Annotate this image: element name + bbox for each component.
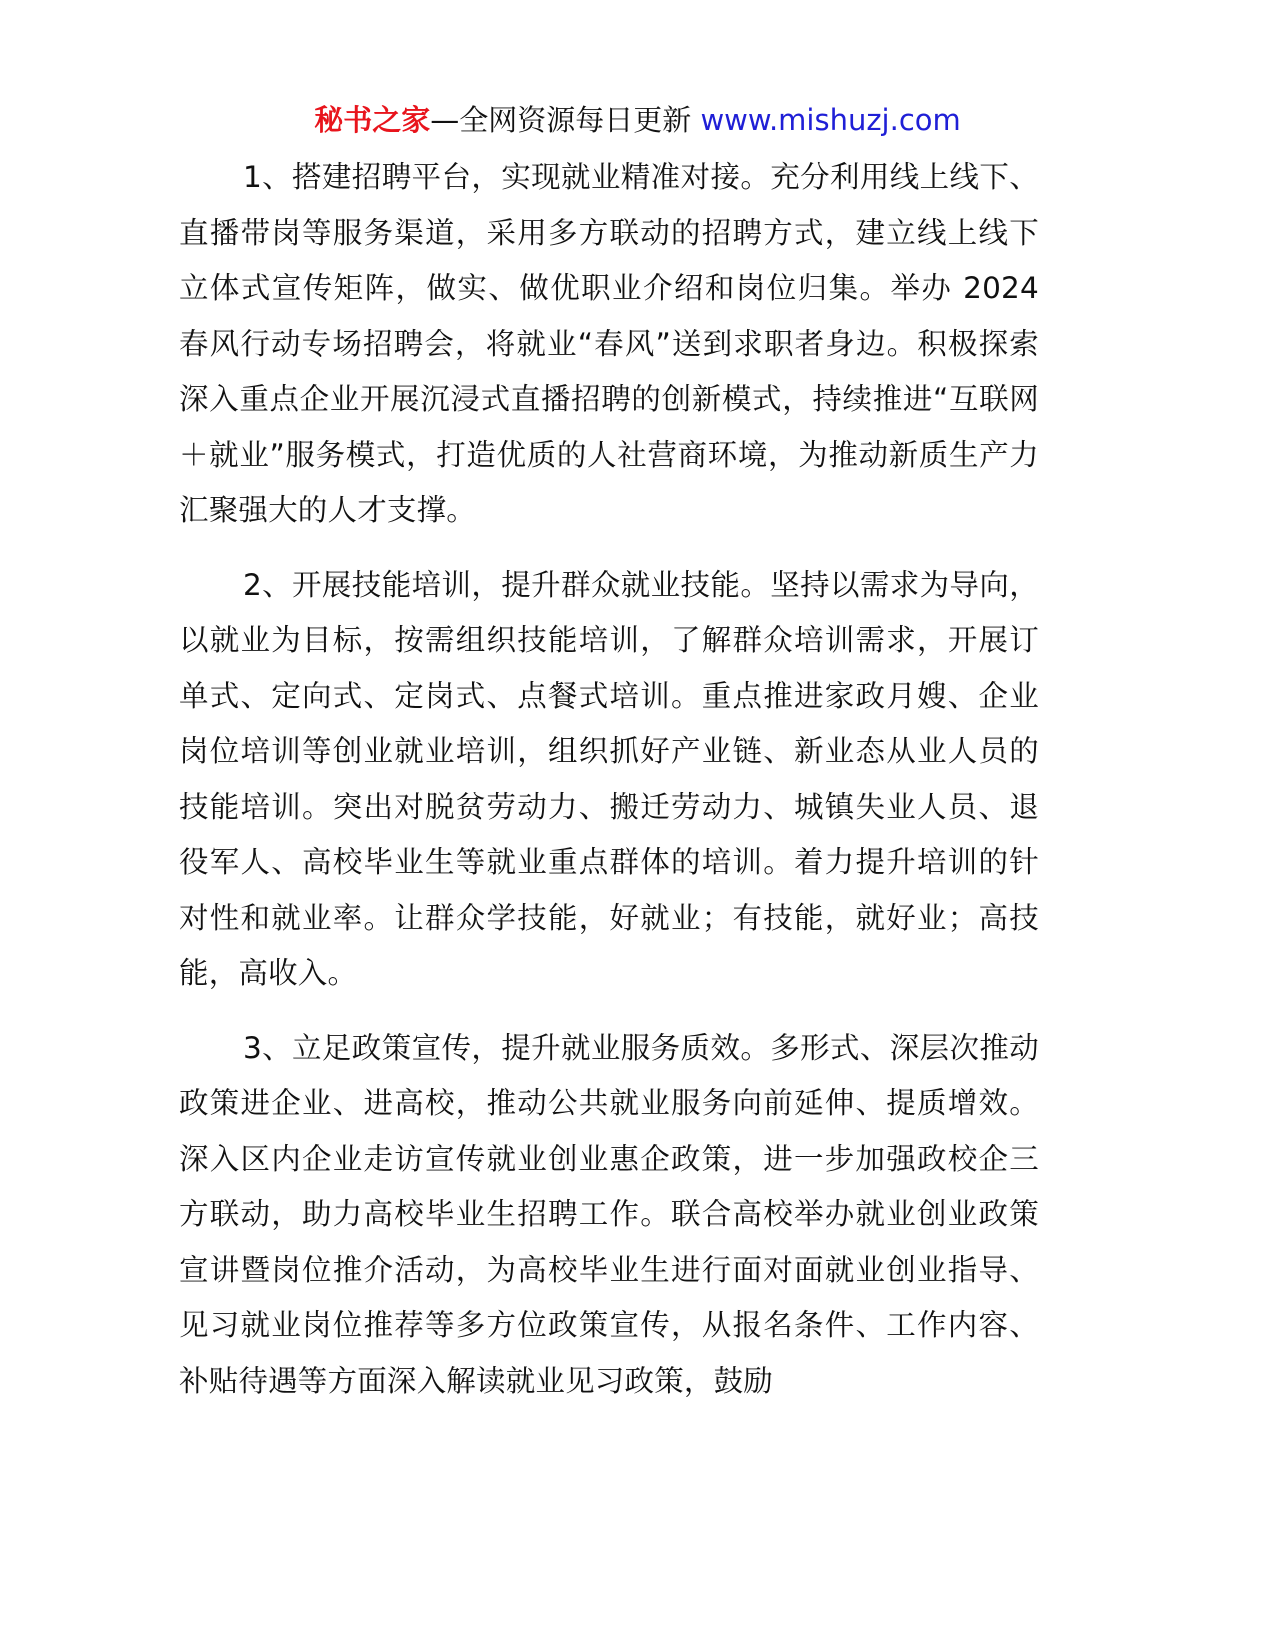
paragraph-3: 3、立足政策宣传，提升就业服务质效。多形式、深层次推动政策进企业、进高校，推动公共就业服务向前延伸、提质增效。深入区内企业走访宣传就业创业惠企政策，进一步加强政校企三方联动，助力高校毕业生招聘工作。联合高校举办就业创业政策宣讲暨岗位推介活动，为高校毕业生进行面对面就业创业指导、见习就业岗位推荐等多方位政策宣传，从报名条件、工作内容、补贴待遇等方面深入解读就业见习政策，鼓励 (179, 1030, 1039, 1398)
header-tagline: —全网资源每日更新 (430, 103, 701, 137)
brand-name: 秘书之家 (314, 103, 431, 137)
paragraph-2: 2、开展技能培训，提升群众就业技能。坚持以需求为导向，以就业为目标，按需组织技能培训，了解群众培训需求，开展订单式、定向式、定岗式、点餐式培训。重点推进家政月嫂、企业岗位培训等创业就业培训，组织抓好产业链、新业态从业人员的技能培训。突出对脱贫劳动力、搬迁劳动力、城镇失业人员、退役军人、高校毕业生等就业重点群体的培训。着力提升培训的针对性和就业率。让群众学技能，好就业；有技能，就好业；高技能，高收入。 (179, 567, 1039, 990)
document-body (179, 150, 1039, 1428)
paragraph-1: 1、搭建招聘平台，实现就业精准对接。充分利用线上线下、直播带岗等服务渠道，采用多方联动的招聘方式，建立线上线下立体式宣传矩阵，做实、做优职业介绍和岗位归集。举办 2024 春风行动专场招聘会，将就业“春风”送到求职者身边。积极探索深入重点企业开展沉浸式直播招聘的创新模式，持续推进“互联网＋就业”服务模式，打造优质的人社营商环境，为推动新质生产力汇聚强大的人才支撑。 (179, 160, 1039, 527)
site-url-link[interactable]: www.mishuzj.com (700, 103, 961, 137)
site-header (0, 98, 1275, 142)
